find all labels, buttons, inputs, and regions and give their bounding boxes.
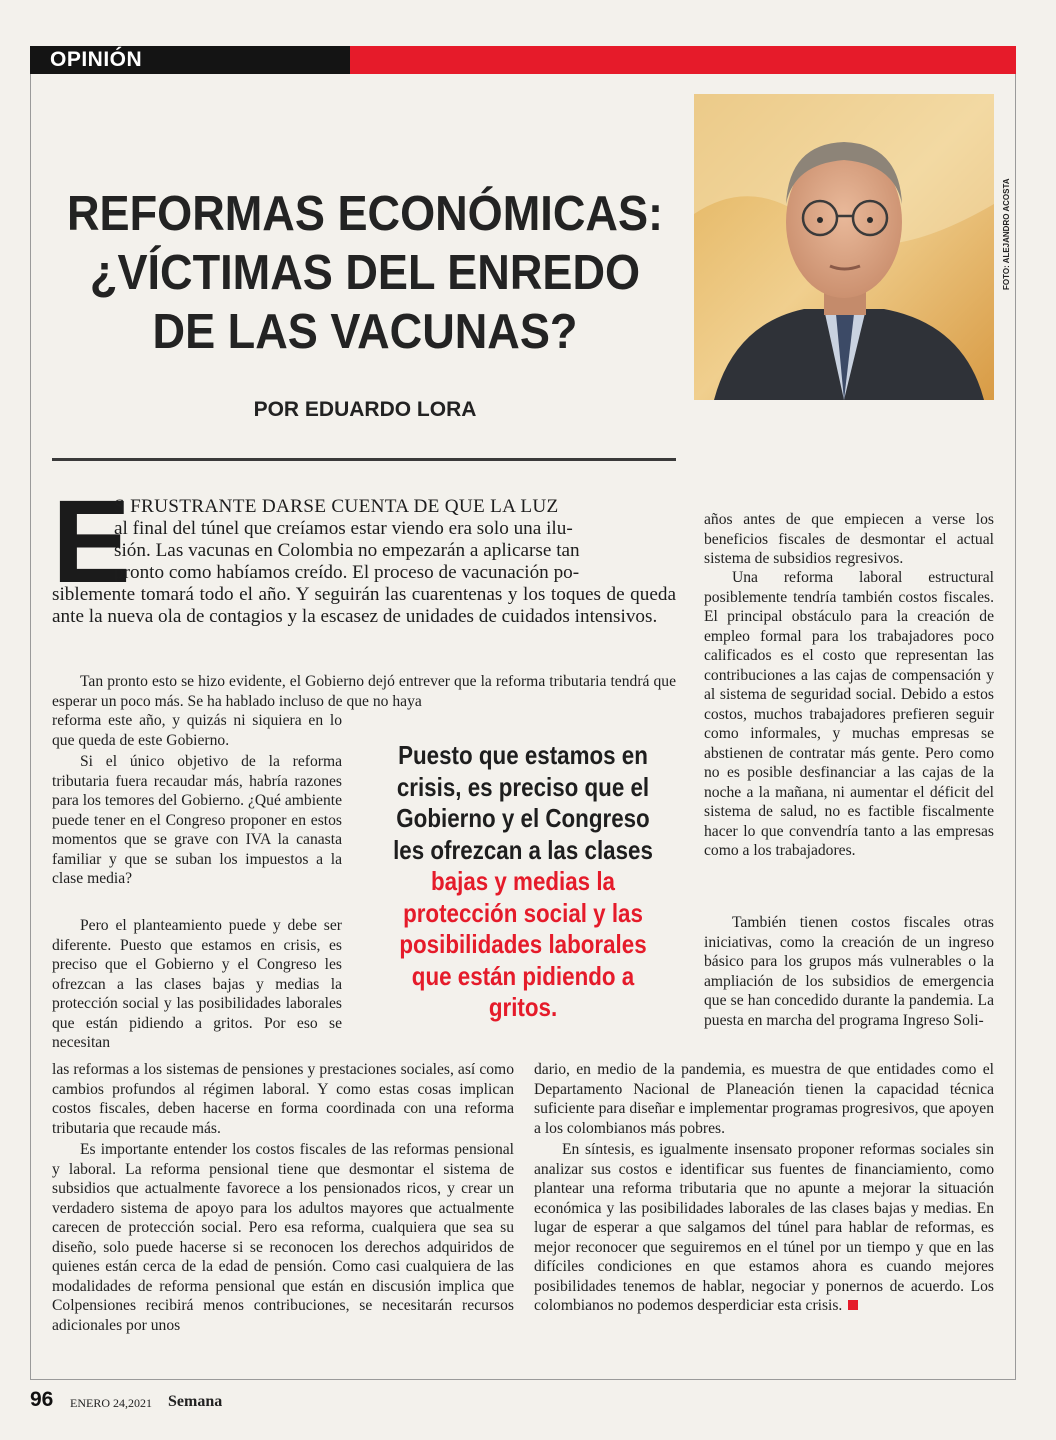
section-header-bar	[30, 46, 1016, 74]
author-portrait-image	[694, 94, 994, 400]
body-paragraph: Es importante entender los costos fiscales de las reformas pensional y laboral. La reforma pensional tiene que desmontar el sistema de subsidios que actualmente favorece a los pensionados ricos, y crear un verdadero sistema de apoyo para los adultos mayores que actualmente carecen de protección social. Pero esa reforma, cualquiera que sea su diseño, solo puede hacerse si se reconocen los derechos adquiridos de quienes están cerca de la edad de pensión. Como casi cualquiera de las modalidades de reforma pensional que están en discusión implica que Colpensiones recibirá menos contribuciones, se necesitarán recursos adicionales por unos	[52, 1141, 514, 1334]
author-photo	[694, 94, 994, 400]
body-paragraph: dario, en medio de la pandemia, es muestra de que entidades como el Departamento Nacional de Planeación tienen la capacidad técnica suficiente para diseñar e implementar programas progresivos, que apoyen a los colombianos más pobres.	[534, 1061, 994, 1137]
body-paragraph: Una reforma laboral estructural posiblemente tendría también costos fiscales. El principal obstáculo para la creación de empleo formal para los trabajadores poco calificados es el costo que representan las contribuciones a las cajas de compensación y al sistema de seguridad social. Debido a estos costos, muchos trabajadores prefieren seguir como informales, y muchas empresas se abstienen de contratar más gente. Pero como no es posible desfinanciar a las cajas de la noche a la mañana, ni aumentar el déficit del sistema de salud, no es factible fiscalmente hacer lo que convendría tanto a las empresas como a los trabajadores.	[704, 569, 994, 859]
closing-paragraph-text: En síntesis, es igualmente insensato proponer reformas sociales sin analizar sus costos e identificar sus fuentes de financiamiento, como plantear una reforma tributaria que no apunte a mejorar la situación económica y las posibilidades laborales de las clases bajas y medias. En lugar de esperar a que salgamos del túnel para hablar de reformas, es mejor reconocer que seguiremos en el túnel por un tiempo y que en las difíciles condiciones en que estamos ahora es cuando mejores posibilidades tenemos de hablar, negociar y ponernos de acuerdo. Los colombianos no podemos desperdiciar esta crisis.	[534, 1141, 994, 1314]
pull-quote-black-text: Puesto que estamos en crisis, es preciso que el Gobierno y el Congreso les ofrezcan a las clases	[393, 740, 653, 865]
magazine-name: Semana	[168, 1393, 223, 1410]
lead-line-3: sión. Las vacunas en Colombia no empezarán a aplicarse tan	[114, 540, 580, 561]
pull-quote-red-text: bajas y medias la protección social y las posibilidades laborales que están pidiendo a gritos.	[399, 866, 647, 1022]
drop-cap: E	[52, 476, 131, 608]
body-paragraph: Pero el planteamiento puede y debe ser diferente. Puesto que estamos en crisis, es preciso que el Gobierno y el Congreso les ofrezcan a las clases bajas y medias la protección social y las posibilidades laborales que están pidiendo a gritos. Por eso se necesitan	[52, 917, 342, 1051]
pull-quote	[386, 740, 659, 1024]
byline: POR EDUARDO LORA	[253, 398, 477, 421]
body-paragraph: años antes de que empiecen a verse los beneficios fiscales de desmontar el actual sistema de subsidios regresivos.	[704, 511, 994, 567]
lead-paragraph	[114, 496, 676, 584]
headline-rule	[52, 458, 676, 461]
section-label: OPINIÓN	[50, 48, 143, 71]
header-red-band	[350, 46, 1016, 74]
headline	[66, 185, 664, 362]
page-number: 96	[30, 1388, 54, 1411]
body-paragraph: También tienen costos fiscales otras iniciativas, como la creación de un ingreso básico para los grupos más vulnerables o la ampliación de los subsidios de emergencia que se han concedido durante la pandemia. La puesta en marcha del programa Ingreso Soli-	[704, 914, 994, 1029]
body-paragraph: Si el único objetivo de la reforma tributaria fuera recaudar más, habría razones para los temores del Gobierno. ¿Qué ambiente puede tener en el Congreso proponer en estos momentos que se grave con IVA la canasta familiar y que se suban los impuestos a la clase media?	[52, 753, 342, 887]
photo-credit: FOTO: ALEJANDRO ACOSTA	[1002, 178, 1011, 290]
headline-line-1: REFORMAS ECONÓMICAS:	[66, 187, 664, 241]
headline-line-2: ¿VÍCTIMAS DEL ENREDO	[89, 246, 641, 300]
lead-line-2: al final del túnel que creíamos estar viendo era solo una ilu-	[114, 518, 573, 539]
end-mark-icon	[848, 1300, 858, 1310]
lead-line-4: pronto como habíamos creído. El proceso de vacunación po-	[114, 562, 580, 583]
issue-date: ENERO 24,2021	[70, 1396, 152, 1410]
lead-paragraph-continued: siblemente tomará todo el año. Y seguirán las cuarentenas y los toques de queda ante la nueva ola de contagios y la escasez de unidades de cuidados intensivos.	[52, 584, 676, 627]
body-paragraph: Tan pronto esto se hizo evidente, el Gobierno dejó entrever que la reforma tributaria tendrá que esperar un poco más. Se ha hablado incluso de que no haya	[52, 673, 676, 710]
body-paragraph	[534, 1140, 994, 1316]
body-paragraph: reforma este año, y quizás ni siquiera en lo que queda de este Gobierno.	[52, 712, 342, 749]
headline-line-3: DE LAS VACUNAS?	[152, 305, 578, 359]
body-paragraph: las reformas a los sistemas de pensiones y prestaciones sociales, así como cambios profundos al régimen laboral. Y como estas cosas implican costos fiscales, deben hacerse en forma coordinada con una reforma tributaria que recaude más.	[52, 1061, 514, 1137]
lead-line-1: S FRUSTRANTE DARSE CUENTA DE QUE LA LUZ	[114, 496, 559, 517]
